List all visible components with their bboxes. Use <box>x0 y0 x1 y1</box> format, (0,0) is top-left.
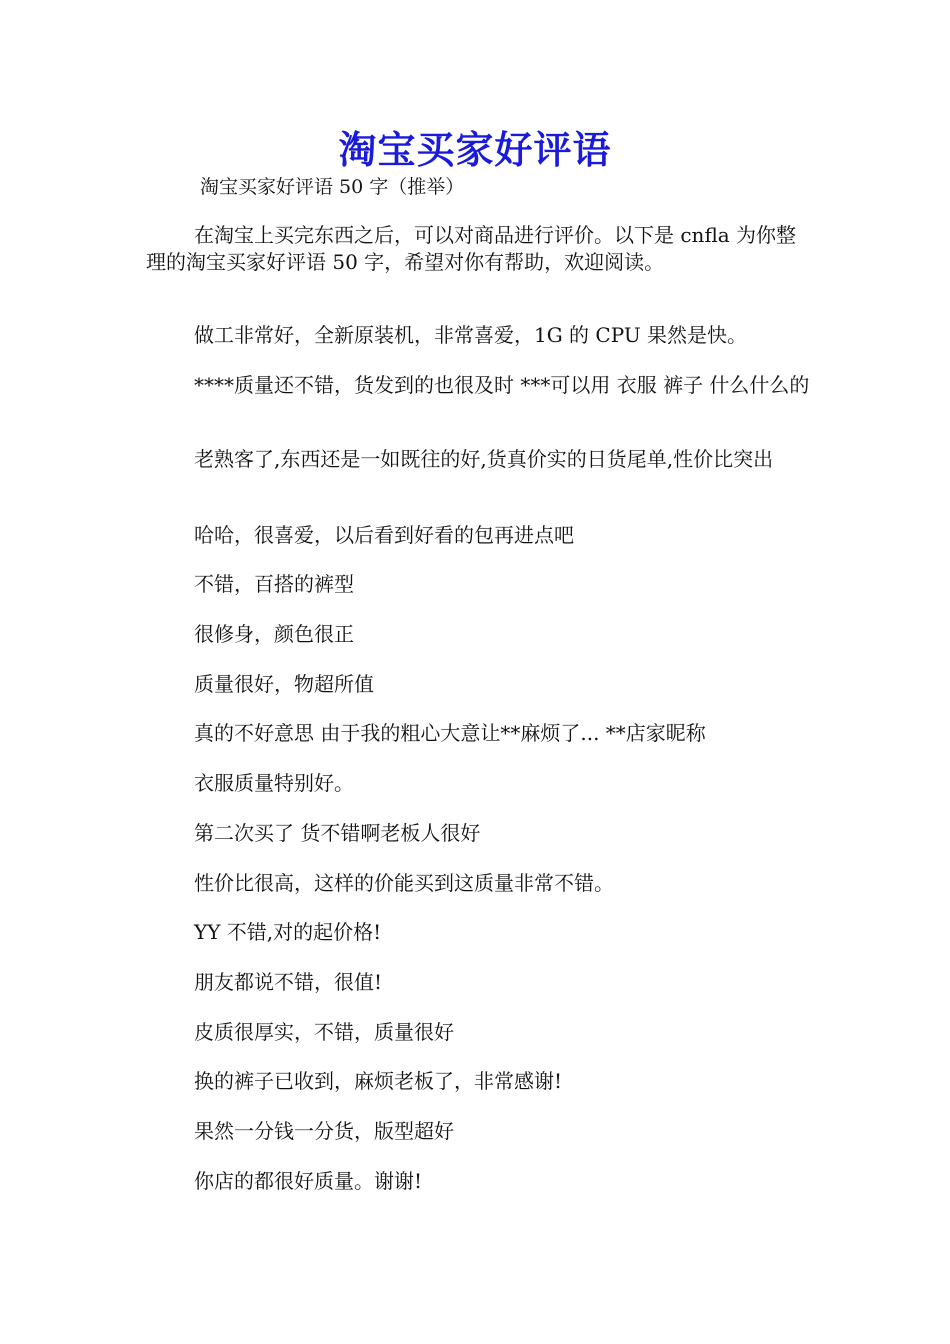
intro-paragraph: 在淘宝上买完东西之后，可以对商品进行评价。以下是 cnfla 为你整理的淘宝买家好评语 50 字，希望对你有帮助，欢迎阅读。 <box>146 223 797 274</box>
review-paragraph: 不错，百搭的裤型 <box>194 572 354 596</box>
review-paragraph: 你店的都很好质量。谢谢! <box>194 1169 423 1193</box>
review-paragraph: 换的裤子已收到，麻烦老板了，非常感谢! <box>194 1069 563 1093</box>
review-paragraph: 质量很好，物超所值 <box>194 672 374 696</box>
page-subtitle: 淘宝买家好评语 50 字（推举） <box>200 176 465 198</box>
review-paragraph: YY 不错,对的起价格! <box>194 920 382 944</box>
review-paragraph: 很修身，颜色很正 <box>194 622 354 646</box>
review-paragraph: 性价比很高，这样的价能买到这质量非常不错。 <box>194 871 614 895</box>
review-paragraph: 哈哈，很喜爱，以后看到好看的包再进点吧 <box>194 523 574 547</box>
review-paragraph: ****质量还不错，货发到的也很及时 ***可以用 衣服 裤子 什么什么的 <box>194 373 810 397</box>
review-paragraph: 果然一分钱一分货，版型超好 <box>194 1119 454 1143</box>
review-paragraph: 第二次买了 货不错啊老板人很好 <box>194 821 481 845</box>
review-paragraph: 做工非常好，全新原装机，非常喜爱，1G 的 CPU 果然是快。 <box>194 323 748 347</box>
review-paragraph: 老熟客了,东西还是一如既往的好,货真价实的日货尾单,性价比突出 <box>194 447 774 471</box>
review-paragraph: 衣服质量特别好。 <box>194 771 354 795</box>
review-paragraph: 真的不好意思 由于我的粗心大意让**麻烦了... **店家昵称 <box>194 721 706 745</box>
page-title: 淘宝买家好评语 <box>338 127 612 172</box>
review-paragraph: 朋友都说不错，很值! <box>194 970 383 994</box>
review-paragraph: 皮质很厚实，不错，质量很好 <box>194 1020 454 1044</box>
